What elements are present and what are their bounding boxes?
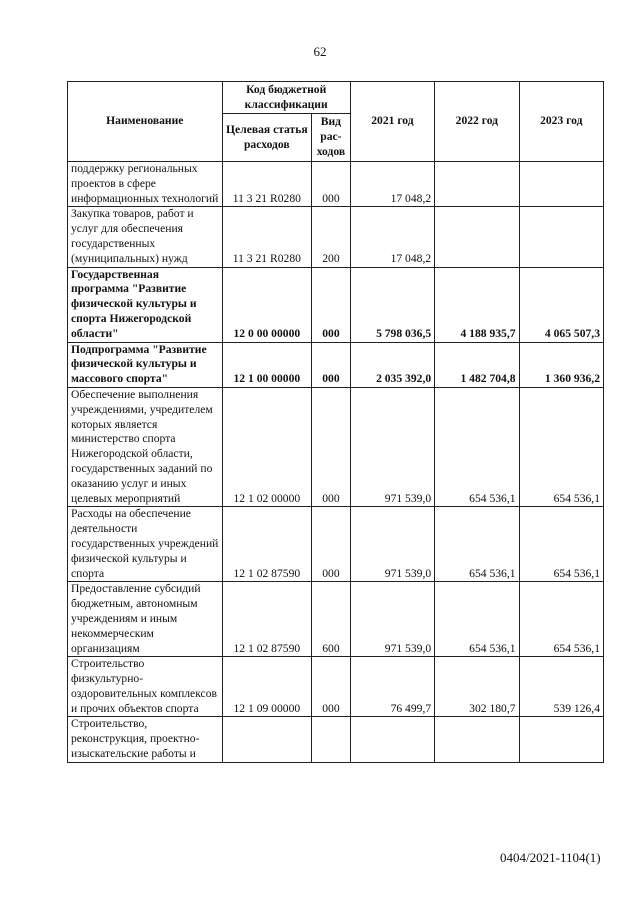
row-target-item-cell: 12 1 02 87590 <box>222 507 312 582</box>
row-target-item-cell: 11 3 21 R0280 <box>222 207 312 267</box>
row-2022-cell <box>435 207 519 267</box>
row-2021-cell: 17 048,2 <box>350 162 434 207</box>
header-2021: 2021 год <box>350 82 434 162</box>
row-2023-cell: 4 065 507,3 <box>519 267 603 342</box>
row-2021-cell: 5 798 036,5 <box>350 267 434 342</box>
row-name-cell: Предоставление субсидий бюджетным, автономным учреждениям и иным некоммерческим организациям <box>68 582 223 657</box>
table-row <box>68 387 604 506</box>
document-code: 0404/2021-1104(1) <box>500 850 601 865</box>
row-name-cell: Государственная программа "Развитие физической культуры и спорта Нижегородской области" <box>68 267 223 342</box>
row-2022-cell: 654 536,1 <box>435 387 519 506</box>
row-2021-cell: 17 048,2 <box>350 207 434 267</box>
table-row <box>68 267 604 342</box>
row-2021-cell <box>350 717 434 762</box>
header-name: Наименование <box>68 82 223 162</box>
row-kind-cell: 000 <box>312 387 351 506</box>
table-header <box>68 82 604 162</box>
row-kind-cell: 000 <box>312 342 351 387</box>
row-target-item-cell: 12 0 00 00000 <box>222 267 312 342</box>
row-name-cell: Закупка товаров, работ и услуг для обеспечения государственных (муниципальных) нужд <box>68 207 223 267</box>
budget-table <box>67 81 604 763</box>
row-kind-cell <box>312 717 351 762</box>
row-2022-cell: 1 482 704,8 <box>435 342 519 387</box>
row-2022-cell <box>435 717 519 762</box>
row-kind-cell: 000 <box>312 162 351 207</box>
row-2021-cell: 971 539,0 <box>350 582 434 657</box>
row-target-item-cell <box>222 717 312 762</box>
page-number: 62 <box>313 44 327 59</box>
table-row <box>68 657 604 717</box>
row-kind-cell: 000 <box>312 267 351 342</box>
header-2023: 2023 год <box>519 82 603 162</box>
row-2022-cell: 654 536,1 <box>435 507 519 582</box>
row-kind-cell: 000 <box>312 657 351 717</box>
row-target-item-cell: 12 1 00 00000 <box>222 342 312 387</box>
row-2023-cell: 654 536,1 <box>519 582 603 657</box>
row-2021-cell: 971 539,0 <box>350 387 434 506</box>
header-code-group: Код бюджетной классификации <box>222 82 350 114</box>
row-2023-cell: 539 126,4 <box>519 657 603 717</box>
row-target-item-cell: 12 1 02 87590 <box>222 582 312 657</box>
row-kind-cell: 000 <box>312 507 351 582</box>
row-2022-cell: 4 188 935,7 <box>435 267 519 342</box>
row-2023-cell <box>519 207 603 267</box>
row-2023-cell: 1 360 936,2 <box>519 342 603 387</box>
row-2022-cell: 654 536,1 <box>435 582 519 657</box>
row-kind-cell: 200 <box>312 207 351 267</box>
row-2023-cell <box>519 717 603 762</box>
row-target-item-cell: 11 3 21 R0280 <box>222 162 312 207</box>
row-2023-cell <box>519 162 603 207</box>
row-2023-cell: 654 536,1 <box>519 387 603 506</box>
row-name-cell: Строительство физкультурно-оздоровительных комплексов и прочих объектов спорта <box>68 657 223 717</box>
row-name-cell: Обеспечение выполнения учреждениями, учредителем которых является министерство спорта Нижегородской области, государственных заданий по оказанию услуг и иных целевых мероприятий <box>68 387 223 506</box>
row-2023-cell: 654 536,1 <box>519 507 603 582</box>
row-2021-cell: 76 499,7 <box>350 657 434 717</box>
table-row <box>68 582 604 657</box>
row-target-item-cell: 12 1 02 00000 <box>222 387 312 506</box>
row-2022-cell <box>435 162 519 207</box>
table-row <box>68 717 604 762</box>
header-kind: Вид рас-ходов <box>312 114 351 162</box>
table-row <box>68 507 604 582</box>
row-kind-cell: 600 <box>312 582 351 657</box>
table-row <box>68 162 604 207</box>
header-2022: 2022 год <box>435 82 519 162</box>
row-name-cell: Расходы на обеспечение деятельности государственных учреждений физической культуры и спорта <box>68 507 223 582</box>
header-target-item: Целевая статья расходов <box>222 114 312 162</box>
row-name-cell: Строительство, реконструкция, проектно-изыскательские работы и <box>68 717 223 762</box>
row-name-cell: Подпрограмма "Развитие физической культуры и массового спорта" <box>68 342 223 387</box>
row-name-cell: поддержку региональных проектов в сфере информационных технологий <box>68 162 223 207</box>
table-row <box>68 342 604 387</box>
row-target-item-cell: 12 1 09 00000 <box>222 657 312 717</box>
table-body <box>68 162 604 763</box>
row-2021-cell: 2 035 392,0 <box>350 342 434 387</box>
table-row <box>68 207 604 267</box>
row-2021-cell: 971 539,0 <box>350 507 434 582</box>
row-2022-cell: 302 180,7 <box>435 657 519 717</box>
